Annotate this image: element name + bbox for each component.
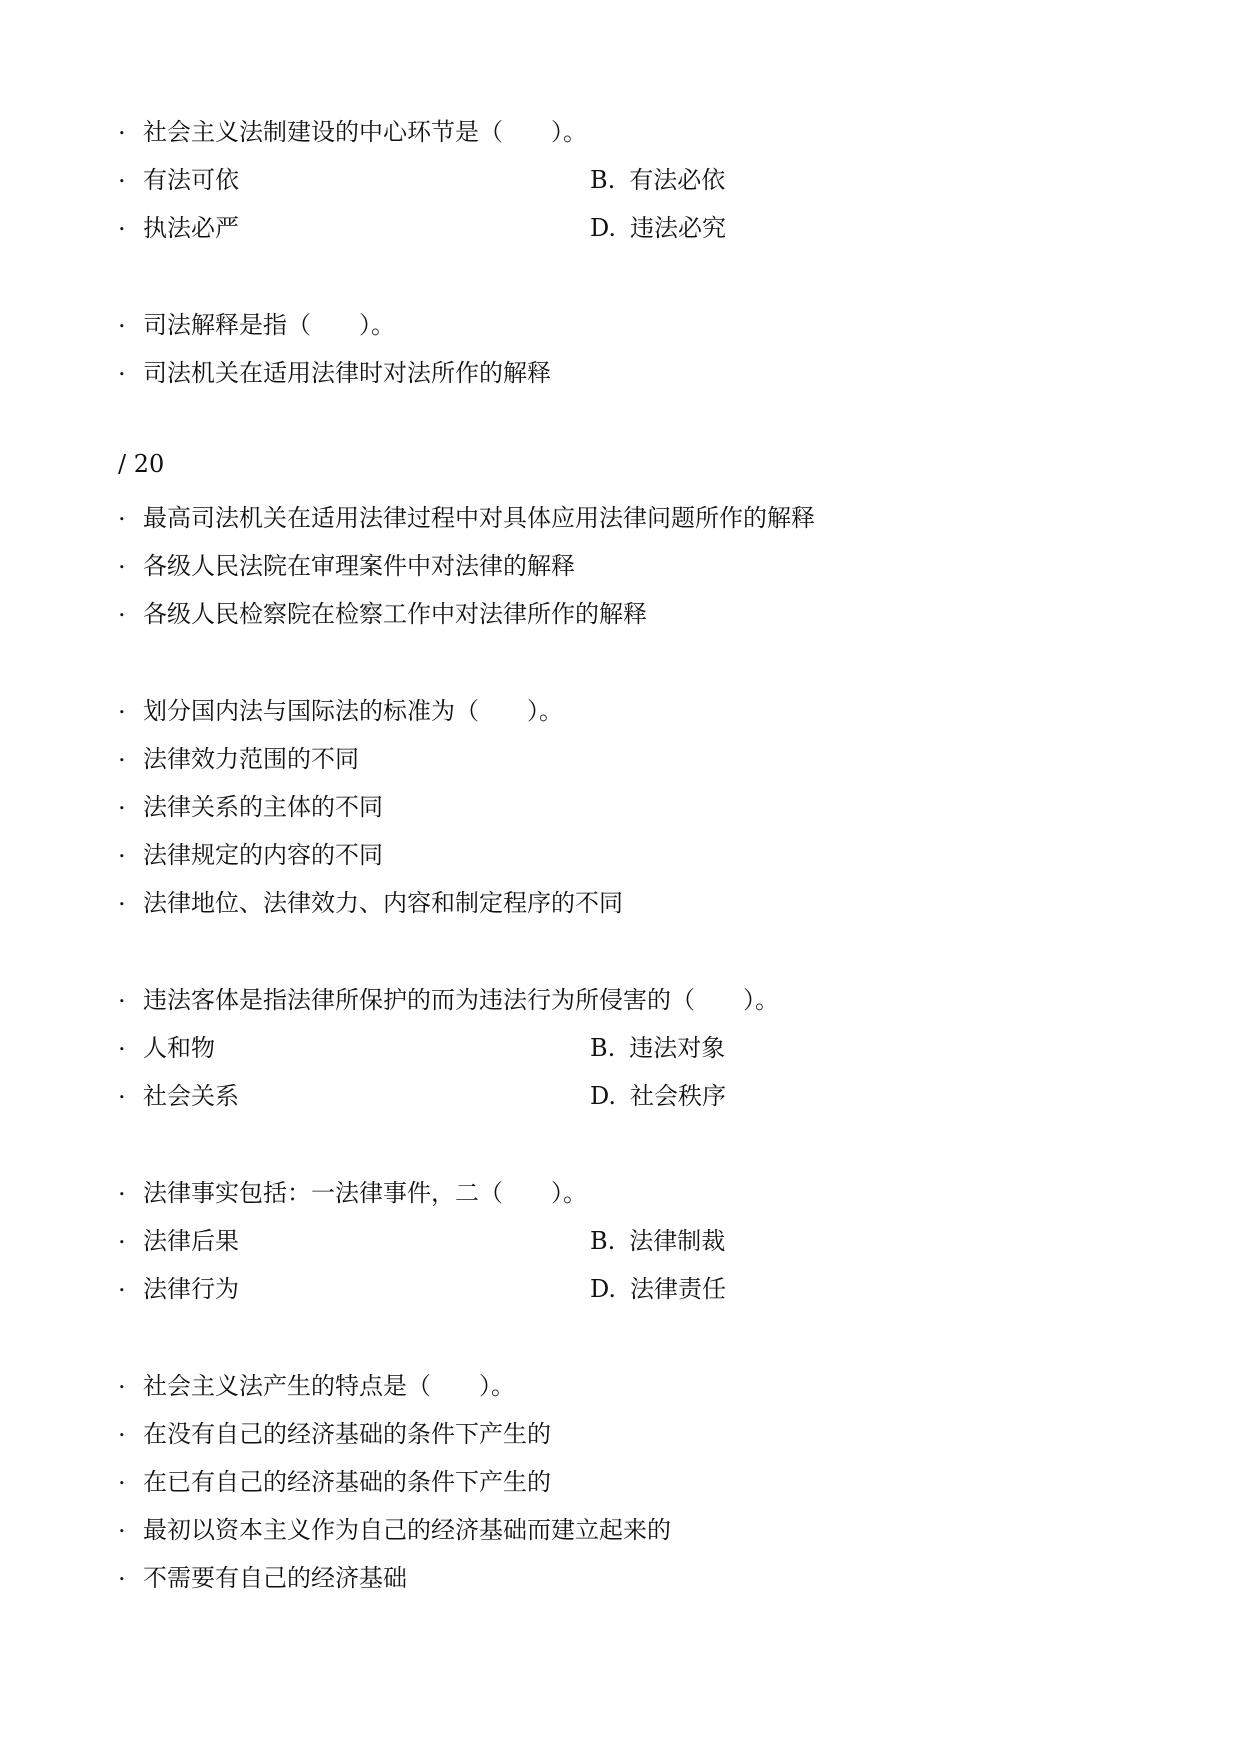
question-dot: . <box>118 112 126 140</box>
option-a: 人和物 <box>143 1034 215 1062</box>
option-dot: . <box>118 1269 126 1297</box>
option-b-prefix: B. <box>590 1034 616 1062</box>
option-dot: . <box>118 1462 126 1490</box>
question-dot: . <box>118 1366 126 1394</box>
option-b <box>590 1028 725 1063</box>
option-c: 最初以资本主义作为自己的经济基础而建立起来的 <box>143 1516 671 1544</box>
option-d-prefix: D. <box>590 214 617 242</box>
question-stem: 法律事实包括：一法律事件，二（ ）。 <box>143 1179 587 1207</box>
option-b-text: 违法对象 <box>629 1034 726 1062</box>
option-a: 有法可依 <box>143 166 239 194</box>
option-dot: . <box>118 546 126 574</box>
question-dot: . <box>118 980 126 1008</box>
option-b: 法律关系的主体的不同 <box>143 793 383 821</box>
option-dot: . <box>118 835 126 863</box>
option-d-text: 违法必究 <box>630 214 727 242</box>
option-dot: . <box>118 353 126 381</box>
question-stem: 划分国内法与国际法的标准为（ ）。 <box>143 697 563 725</box>
option-d-text: 法律责任 <box>630 1275 727 1303</box>
option-a: 法律效力范围的不同 <box>143 745 359 773</box>
option-d-prefix: D. <box>590 1082 617 1110</box>
option-a: 司法机关在适用法律时对法所作的解释 <box>143 359 551 387</box>
option-c: 各级人民法院在审理案件中对法律的解释 <box>143 552 575 580</box>
option-d-text: 社会秩序 <box>630 1082 727 1110</box>
question-stem: 司法解释是指（ ）。 <box>143 311 395 339</box>
option-dot: . <box>118 883 126 911</box>
option-dot: . <box>118 498 126 526</box>
option-dot: . <box>118 1414 126 1442</box>
option-b-text: 法律制裁 <box>629 1227 726 1255</box>
option-d: 不需要有自己的经济基础 <box>143 1564 407 1592</box>
option-dot: . <box>118 1558 126 1586</box>
option-b-text: 有法必依 <box>629 166 726 194</box>
option-d: 各级人民检察院在检察工作中对法律所作的解释 <box>143 600 647 628</box>
option-dot: . <box>118 739 126 767</box>
question-dot: . <box>118 305 126 333</box>
option-c: 执法必严 <box>143 214 239 242</box>
option-dot: . <box>118 1510 126 1538</box>
option-dot: . <box>118 787 126 815</box>
question-stem: 社会主义法制建设的中心环节是（ ）。 <box>143 118 587 146</box>
option-b-prefix: B. <box>590 166 616 194</box>
option-a: 法律后果 <box>143 1227 239 1255</box>
option-b: 最高司法机关在适用法律过程中对具体应用法律问题所作的解释 <box>143 504 815 532</box>
question-dot: . <box>118 1173 126 1201</box>
option-dot: . <box>118 1076 126 1104</box>
option-d <box>590 1076 726 1111</box>
option-a: 在没有自己的经济基础的条件下产生的 <box>143 1420 551 1448</box>
option-dot: . <box>118 208 126 236</box>
question-stem: 违法客体是指法律所保护的而为违法行为所侵害的（ ）。 <box>143 986 779 1014</box>
option-b <box>590 1221 725 1256</box>
option-d <box>590 208 726 243</box>
option-c: 法律规定的内容的不同 <box>143 841 383 869</box>
option-b <box>590 160 725 195</box>
option-dot: . <box>118 594 126 622</box>
option-d: 法律地位、法律效力、内容和制定程序的不同 <box>143 889 623 917</box>
option-b: 在已有自己的经济基础的条件下产生的 <box>143 1468 551 1496</box>
question-dot: . <box>118 691 126 719</box>
page-number: / 20 <box>118 450 165 478</box>
option-dot: . <box>118 1221 126 1249</box>
option-dot: . <box>118 160 126 188</box>
option-d-prefix: D. <box>590 1275 617 1303</box>
option-b-prefix: B. <box>590 1227 616 1255</box>
option-c: 社会关系 <box>143 1082 239 1110</box>
option-d <box>590 1269 726 1304</box>
option-c: 法律行为 <box>143 1275 239 1303</box>
question-stem: 社会主义法产生的特点是（ ）。 <box>143 1372 515 1400</box>
option-dot: . <box>118 1028 126 1056</box>
